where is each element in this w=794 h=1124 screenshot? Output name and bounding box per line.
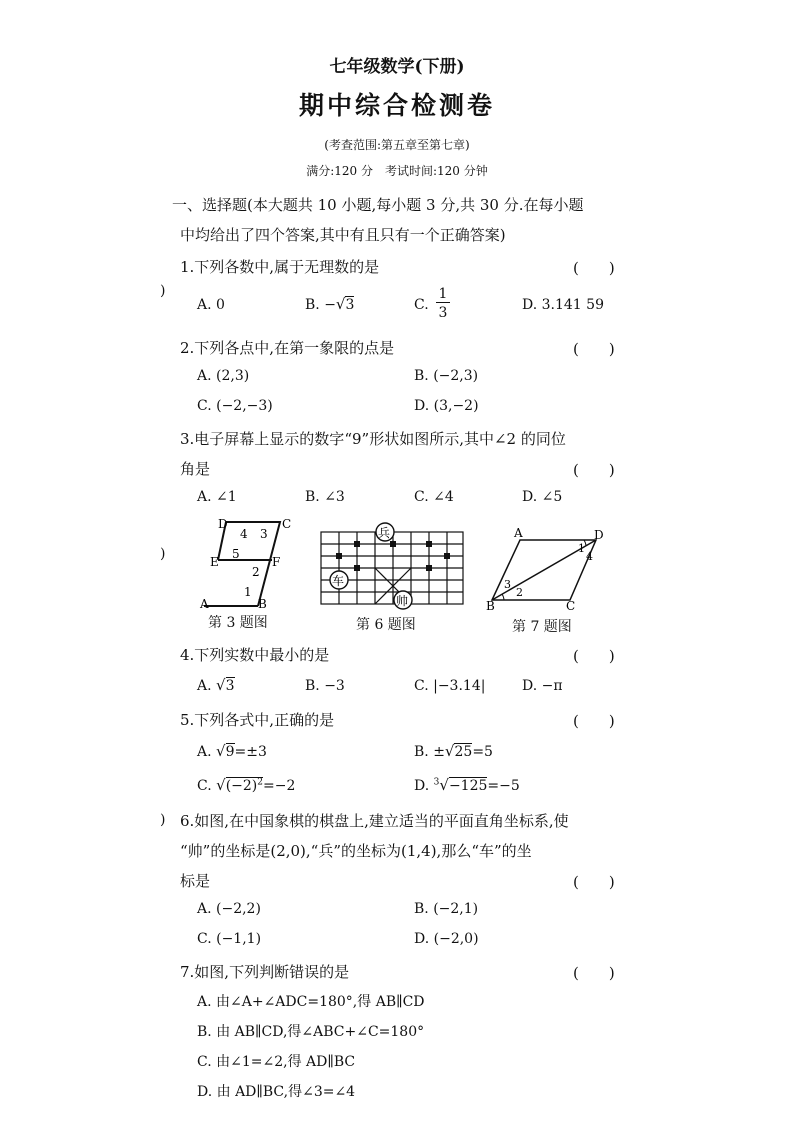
margin-mark: ) (160, 546, 166, 562)
fig7-label-B: B (486, 599, 495, 612)
question-4-stem: 4.下列实数中最小的是 (180, 646, 330, 664)
fig3-label-3: 3 (260, 527, 268, 541)
question-6-stem: 6.如图,在中国象棋的棋盘上,建立适当的平面直角坐标系,使 (180, 812, 569, 830)
fig7-label-4: 4 (586, 550, 593, 563)
figure-6-caption: 第 6 题图 (356, 617, 416, 633)
q1-option-c: C. (414, 297, 429, 313)
q1-option-d: D. 3.141 59 (522, 297, 604, 313)
answer-paren: ( ) (573, 712, 615, 730)
figure-3-digit-nine (196, 514, 296, 610)
answer-paren: ( ) (573, 647, 615, 665)
piece-general: 帅 (396, 594, 409, 608)
answer-paren: ( ) (573, 873, 615, 891)
q3-option-b: B. ∠3 (305, 489, 345, 505)
answer-paren: ( ) (573, 964, 615, 982)
fig3-label-A: A (200, 597, 209, 610)
page-title: 期中综合检测卷 (298, 91, 495, 120)
exam-scope: (考查范围:第五章至第七章) (324, 138, 470, 152)
q2-option-a: A. (2,3) (197, 368, 250, 384)
q1-option-a: A. 0 (197, 297, 225, 313)
fig7-label-1: 1 (578, 542, 585, 555)
q7-option-b: B. 由 AB∥CD,得∠ABC+∠C=180° (197, 1024, 425, 1040)
answer-paren: ( ) (573, 461, 615, 479)
fig3-label-F: F (272, 555, 281, 569)
q4-option-c: C. |−3.14| (414, 678, 486, 694)
q6-option-c: C. (−1,1) (197, 931, 262, 947)
q5-option-d: D. $^3$√−125=−5 (414, 776, 520, 794)
q2-option-d: D. (3,−2) (414, 398, 479, 414)
fig3-label-D: D (218, 517, 228, 531)
fig7-label-A: A (514, 526, 523, 540)
fig3-label-4: 4 (240, 527, 248, 541)
fig7-label-C: C (566, 599, 576, 612)
question-5-stem: 5.下列各式中,正确的是 (180, 711, 335, 729)
q3-option-d: D. ∠5 (522, 489, 563, 505)
piece-chariot: 车 (332, 574, 345, 588)
question-3-stem: 3.电子屏幕上显示的数字“9”形状如图所示,其中∠2 的同位 (180, 430, 566, 448)
fig7-label-2: 2 (516, 586, 523, 599)
q6-option-a: A. (−2,2) (197, 901, 261, 917)
figure-3-caption: 第 3 题图 (208, 615, 268, 631)
q6-option-d: D. (−2,0) (414, 931, 479, 947)
fig3-label-5: 5 (232, 547, 240, 561)
fig3-label-2: 2 (252, 565, 260, 579)
answer-paren: ( ) (573, 340, 615, 358)
q7-option-c: C. 由∠1=∠2,得 AD∥BC (197, 1054, 356, 1070)
exam-meta: 满分:120 分 考试时间:120 分钟 (306, 164, 488, 178)
fig3-label-E: E (210, 555, 219, 569)
q7-option-d: D. 由 AD∥BC,得∠3=∠4 (197, 1084, 356, 1100)
section-heading: 一、选择题(本大题共 10 小题,每小题 3 分,共 30 分.在每小题 (172, 196, 584, 214)
piece-soldier: 兵 (378, 526, 391, 540)
section-heading-line2: 中均给出了四个答案,其中有且只有一个正确答案) (180, 226, 506, 244)
figure-7-caption: 第 7 题图 (512, 619, 572, 635)
q5-option-a: A. √9=±3 (197, 742, 267, 760)
question-2-stem: 2.下列各点中,在第一象限的点是 (180, 339, 395, 357)
q4-option-a: A. √3 (197, 676, 235, 694)
q3-option-c: C. ∠4 (414, 489, 454, 505)
fig7-label-3: 3 (504, 578, 511, 591)
q4-option-b: B. −3 (305, 678, 345, 694)
q4-option-d: D. −π (522, 678, 563, 694)
figure-7-parallelogram (484, 524, 614, 612)
fig3-label-B: B (258, 597, 267, 610)
question-6-stem-2: “帅”的坐标是(2,0),“兵”的坐标为(1,4),那么“车”的坐 (180, 842, 532, 860)
q5-option-c: C. $√(-2)^2=-2$ (197, 776, 296, 794)
q2-option-c: C. (−2,−3) (197, 398, 273, 414)
q1-c-numerator: 1 (436, 286, 450, 303)
q2-option-b: B. (−2,3) (414, 368, 479, 384)
q5-option-b: B. ±√25=5 (414, 742, 493, 760)
question-1-stem: 1.下列各数中,属于无理数的是 (180, 258, 380, 276)
question-3-stem-2: 角是 (180, 460, 211, 478)
q3-option-a: A. ∠1 (197, 489, 237, 505)
question-7-stem: 7.如图,下列判断错误的是 (180, 963, 350, 981)
q7-option-a: A. 由∠A+∠ADC=180°,得 AB∥CD (197, 994, 425, 1010)
q1-option-b: B. −√3 (305, 295, 355, 313)
fig3-label-1: 1 (244, 585, 252, 599)
q6-option-b: B. (−2,1) (414, 901, 479, 917)
q1-c-denominator: 3 (438, 305, 448, 321)
figure-6-chessboard (315, 520, 465, 612)
margin-mark: ) (160, 283, 166, 299)
margin-mark: ) (160, 812, 166, 828)
subtitle: 七年级数学(下册) (329, 57, 465, 77)
answer-paren: ( ) (573, 259, 615, 277)
question-6-stem-3: 标是 (180, 872, 211, 890)
fig3-label-C: C (282, 517, 292, 531)
fig7-label-D: D (594, 528, 604, 542)
